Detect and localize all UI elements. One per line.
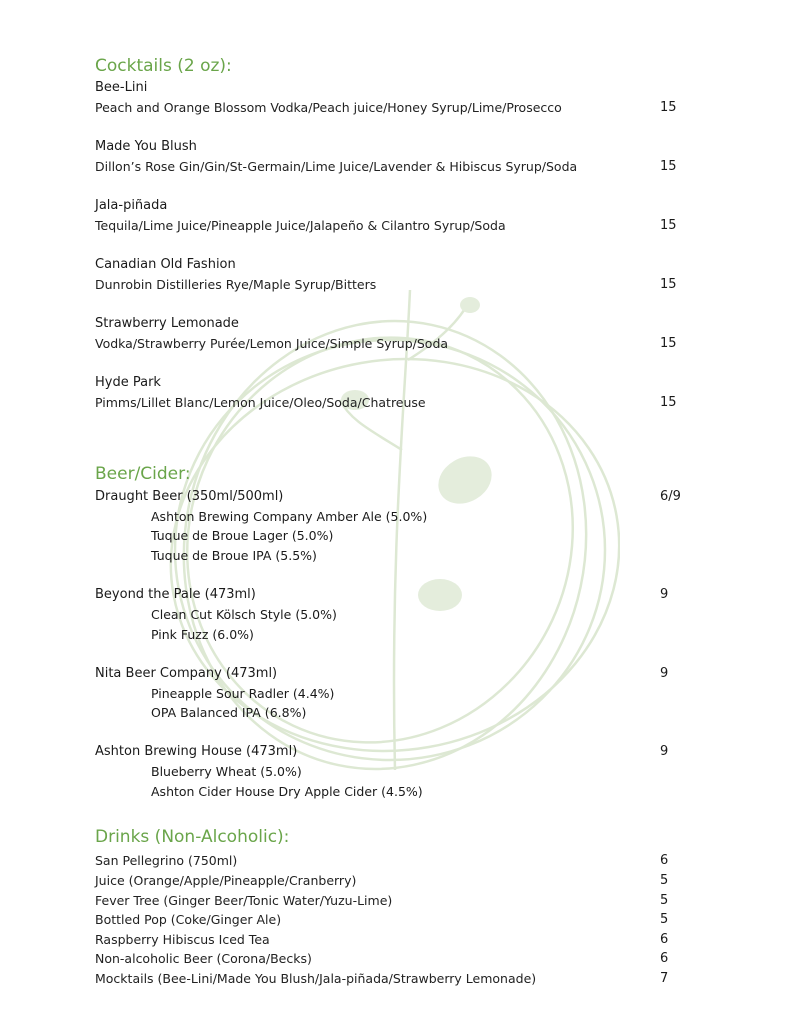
- beer-group-price: 6/9: [660, 489, 681, 504]
- drink-price: 6: [660, 932, 669, 947]
- cocktail-price: 15: [660, 395, 677, 410]
- cocktail-description: Dunrobin Distilleries Rye/Maple Syrup/Bitters: [95, 277, 377, 292]
- beer-item: Clean Cut Kölsch Style (5.0%): [151, 607, 337, 622]
- drink-name: Fever Tree (Ginger Beer/Tonic Water/Yuzu-Lime): [95, 893, 393, 908]
- beer-group-price: 9: [660, 744, 669, 759]
- beer-item: Tuque de Broue Lager (5.0%): [151, 528, 334, 543]
- cocktail-price: 15: [660, 336, 677, 351]
- drink-name: Mocktails (Bee-Lini/Made You Blush/Jala-piñada/Strawberry Lemonade): [95, 971, 537, 986]
- drink-name: San Pellegrino (750ml): [95, 853, 238, 868]
- beer-group-name: Nita Beer Company (473ml): [95, 666, 278, 681]
- cocktail-name: Bee-Lini: [95, 80, 148, 95]
- beer-group-price: 9: [660, 587, 669, 602]
- cocktail-name: Canadian Old Fashion: [95, 257, 236, 272]
- cocktail-name: Strawberry Lemonade: [95, 316, 239, 331]
- beer-item: Tuque de Broue IPA (5.5%): [151, 548, 317, 563]
- drink-name: Bottled Pop (Coke/Ginger Ale): [95, 912, 282, 927]
- drink-price: 5: [660, 893, 669, 908]
- cocktail-name: Hyde Park: [95, 375, 161, 390]
- beer-item: Blueberry Wheat (5.0%): [151, 764, 302, 779]
- beer-group-price: 9: [660, 666, 669, 681]
- cocktails-heading: Cocktails (2 oz):: [95, 56, 232, 76]
- drink-name: Raspberry Hibiscus Iced Tea: [95, 932, 270, 947]
- beer-item: Pink Fuzz (6.0%): [151, 627, 254, 642]
- beer-item: OPA Balanced IPA (6.8%): [151, 705, 307, 720]
- drink-price: 6: [660, 951, 669, 966]
- beer-item: Pineapple Sour Radler (4.4%): [151, 686, 335, 701]
- beer-group-name: Beyond the Pale (473ml): [95, 587, 256, 602]
- drink-price: 5: [660, 912, 669, 927]
- cocktail-description: Tequila/Lime Juice/Pineapple Juice/Jalapeño & Cilantro Syrup/Soda: [95, 218, 506, 233]
- cocktail-description: Vodka/Strawberry Purée/Lemon Juice/Simple Syrup/Soda: [95, 336, 449, 351]
- beer-item: Ashton Brewing Company Amber Ale (5.0%): [151, 509, 428, 524]
- cocktail-description: Dillon’s Rose Gin/Gin/St-Germain/Lime Juice/Lavender & Hibiscus Syrup/Soda: [95, 159, 578, 174]
- cocktail-name: Made You Blush: [95, 139, 197, 154]
- drink-price: 6: [660, 853, 669, 868]
- beer-group-name: Draught Beer (350ml/500ml): [95, 489, 284, 504]
- drink-name: Non-alcoholic Beer (Corona/Becks): [95, 951, 312, 966]
- cocktail-description: Peach and Orange Blossom Vodka/Peach juice/Honey Syrup/Lime/Prosecco: [95, 100, 562, 115]
- drinks-heading: Drinks (Non-Alcoholic):: [95, 827, 290, 847]
- cocktail-description: Pimms/Lillet Blanc/Lemon Juice/Oleo/Soda/Chatreuse: [95, 395, 426, 410]
- beer-group-name: Ashton Brewing House (473ml): [95, 744, 298, 759]
- cocktail-price: 15: [660, 159, 677, 174]
- beer-cider-heading: Beer/Cider:: [95, 464, 191, 484]
- cocktail-price: 15: [660, 218, 677, 233]
- cocktail-price: 15: [660, 100, 677, 115]
- cocktail-price: 15: [660, 277, 677, 292]
- cocktail-name: Jala-piñada: [95, 198, 168, 213]
- beer-item: Ashton Cider House Dry Apple Cider (4.5%): [151, 784, 423, 799]
- drink-price: 5: [660, 873, 669, 888]
- drink-price: 7: [660, 971, 669, 986]
- drink-name: Juice (Orange/Apple/Pineapple/Cranberry): [95, 873, 357, 888]
